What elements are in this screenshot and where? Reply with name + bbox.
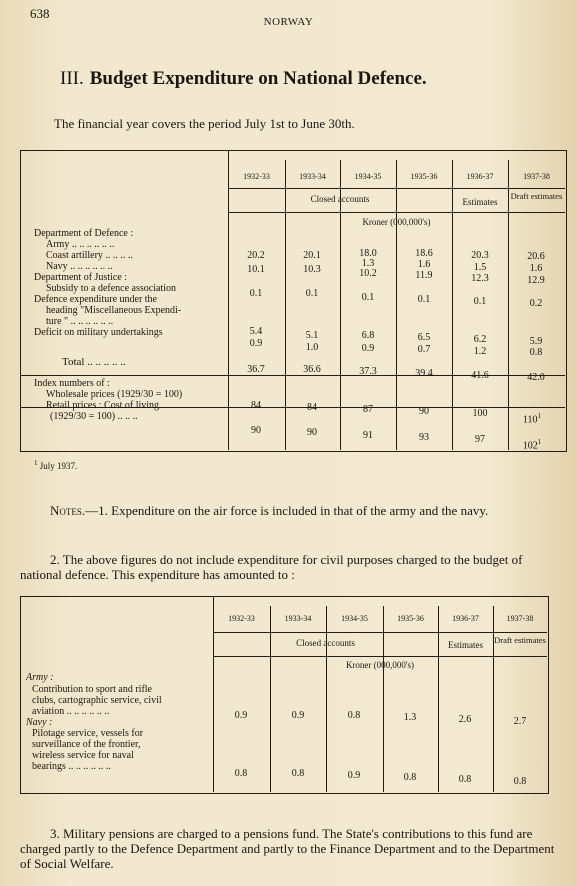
- t1-label-total: Total .. .. .. .. ..: [62, 356, 126, 368]
- t1-c2-subsidy: 0.1: [305, 288, 319, 299]
- t1-c3-misc: 6.8: [361, 330, 375, 341]
- t1-c4-total: 39.4: [415, 368, 433, 379]
- t2-c5-army: 2.6: [458, 714, 472, 725]
- t1-label-army: Army .. .. .. .. .. ..: [46, 239, 115, 250]
- t1-c6-army: 20.6: [527, 251, 545, 262]
- t1-c2-deficit: 1.0: [305, 342, 319, 353]
- t2-draft-estimates: Draft estimates: [494, 635, 546, 645]
- t2-year-6: 1937-38: [506, 614, 534, 623]
- t2-c1-navy: 0.8: [234, 768, 248, 779]
- t1-c5-coast: 1.5: [473, 262, 487, 273]
- t1-c1-retail: 90: [251, 425, 261, 436]
- t1-c6-deficit: 0.8: [529, 347, 543, 358]
- t1-c5-deficit: 1.2: [473, 346, 487, 357]
- t1-c1-subsidy: 0.1: [249, 288, 263, 299]
- note-2: 2. The above figures do not include expenditure for civil purposes charged to the budget of national defence. This expenditure has amounted to :: [20, 552, 523, 582]
- t1-year-3: 1934-35: [354, 172, 382, 181]
- t2-c6-army: 2.7: [513, 716, 527, 727]
- t2-closed-accounts: Closed accounts: [296, 638, 355, 648]
- t1-c2-retail: 90: [307, 427, 317, 438]
- t1-c2-navy: 10.3: [303, 264, 321, 275]
- t2-estimates: Estimates: [448, 640, 483, 650]
- table1-footnote: $^1$ July 1937.: [34, 459, 78, 471]
- t1-label-retail-1: Retail prices : Cost of living: [46, 400, 160, 411]
- t2-year-1: 1932-33: [228, 614, 255, 623]
- t1-closed-accounts: Closed accounts: [310, 194, 370, 204]
- t2-label-navy-1: Pilotage service, vessels for: [32, 728, 144, 739]
- t1-c4-army: 18.6: [415, 248, 433, 259]
- t2-c2-navy: 0.8: [291, 768, 305, 779]
- t1-year-6: 1937-38: [523, 172, 550, 181]
- t1-c6-subsidy: 0.2: [529, 298, 543, 309]
- t1-label-subsidy: Subsidy to a defence association: [46, 283, 176, 294]
- t1-c5-retail: 97: [475, 434, 485, 445]
- t1-c1-navy: 10.1: [247, 264, 265, 275]
- t2-year-4: 1935-36: [397, 614, 424, 623]
- t2-c2-army: 0.9: [291, 710, 305, 721]
- t1-c6-retail: $102^1$: [522, 438, 542, 452]
- t1-c5-misc: 6.2: [473, 334, 487, 345]
- t2-label-navy-4: bearings .. .. .. .. .. ..: [32, 761, 111, 772]
- t2-label-navy-2: surveillance of the frontier,: [32, 739, 141, 750]
- t2-c6-navy: 0.8: [513, 776, 527, 787]
- t1-year-5: 1936-37: [466, 172, 494, 181]
- t2-label-navy-3: wireless service for naval: [32, 750, 134, 761]
- running-head: NORWAY: [263, 16, 314, 28]
- t1-c4-navy: 11.9: [415, 270, 433, 281]
- t1-c6-navy: 12.9: [527, 275, 545, 286]
- t1-c6-coast: 1.6: [529, 263, 543, 274]
- t1-label-navy: Navy .. .. .. .. .. ..: [46, 261, 113, 272]
- t2-label-army-2: clubs, cartographic service, civil: [32, 695, 162, 706]
- t1-c5-army: 20.3: [471, 250, 489, 261]
- t1-c3-deficit: 0.9: [361, 343, 375, 354]
- t1-c2-army: 20.1: [303, 250, 321, 261]
- t1-c1-misc: 5.4: [249, 326, 263, 337]
- t1-c2-misc: 5.1: [305, 330, 319, 341]
- t1-c2-total: 36.6: [303, 364, 321, 375]
- t2-label-army-1: Contribution to sport and rifle: [32, 684, 152, 695]
- t1-c4-deficit: 0.7: [417, 344, 431, 355]
- t1-c6-misc: 5.9: [529, 336, 543, 347]
- t2-c4-navy: 0.8: [403, 772, 417, 783]
- t2-year-3: 1934-35: [341, 614, 368, 623]
- t2-c4-army: 1.3: [403, 712, 417, 723]
- t2-c3-navy: 0.9: [347, 770, 361, 781]
- t1-c4-misc: 6.5: [417, 332, 431, 343]
- t1-c5-subsidy: 0.1: [473, 296, 487, 307]
- t1-c5-navy: 12.3: [471, 273, 489, 284]
- fiscal-year-note: The financial year covers the period July 1st to June 30th.: [54, 116, 355, 131]
- t1-c6-wholesale: $110^1$: [522, 412, 542, 426]
- t2-year-5: 1936-37: [452, 614, 479, 623]
- t1-c3-retail: 91: [363, 430, 373, 441]
- t1-estimates: Estimates: [462, 197, 498, 207]
- page-number: 638: [30, 6, 50, 21]
- t1-c5-wholesale: 100: [472, 408, 488, 419]
- section-title: [60, 68, 427, 90]
- t1-year-1: 1932-33: [243, 172, 270, 181]
- t2-label-army-3: aviation .. .. .. .. .. ..: [32, 706, 110, 717]
- t1-c6-total: 42.0: [527, 372, 545, 383]
- t2-c5-navy: 0.8: [458, 774, 472, 785]
- t2-c3-army: 0.8: [347, 710, 361, 721]
- note-1: Notes.—1. Expenditure on the air force is included in that of the army and the navy.: [50, 503, 489, 518]
- t2-unit: Kroner (000,000's): [345, 660, 415, 670]
- t2-label-army: Army :: [26, 672, 54, 683]
- section-title-text: Budget Expenditure on National Defence.: [89, 68, 427, 89]
- t1-label-coast: Coast artillery .. .. .. ..: [46, 250, 133, 261]
- t1-label-defence-exp-3: ture " .. .. .. .. .. ..: [46, 316, 114, 327]
- t1-label-defence-exp-1: Defence expenditure under the: [34, 294, 157, 305]
- section-number: III.: [60, 68, 84, 89]
- t1-label-retail-2: (1929/30 = 100) .. .. ..: [50, 411, 138, 422]
- t1-year-4: 1935-36: [410, 172, 438, 181]
- t1-c1-wholesale: 84: [251, 400, 261, 411]
- t1-c4-retail: 93: [419, 432, 429, 443]
- t1-year-2: 1933-34: [299, 172, 326, 181]
- t1-label-dept-justice: Department of Justice :: [34, 272, 128, 283]
- t1-c4-subsidy: 0.1: [417, 294, 431, 305]
- t1-label-defence-exp-2: heading "Miscellaneous Expendi-: [46, 305, 182, 316]
- t1-c1-deficit: 0.9: [249, 338, 263, 349]
- t2-c1-army: 0.9: [234, 710, 248, 721]
- t1-c3-subsidy: 0.1: [361, 292, 375, 303]
- t1-label-wholesale: Wholesale prices (1929/30 = 100): [46, 389, 183, 400]
- t1-unit: Kroner (000,000's): [362, 217, 431, 227]
- note-3: 3. Military pensions are charged to a pensions fund. The State's contributions to this fund are charged partly to the Defence Department and partly to the Finance Department and to the Department of Social Welfare.: [20, 826, 555, 871]
- t1-c4-coast: 1.6: [417, 259, 431, 270]
- t1-c1-army: 20.2: [247, 250, 265, 261]
- t1-c2-wholesale: 84: [307, 402, 317, 413]
- t1-c3-wholesale: 87: [363, 404, 373, 415]
- t1-label-deficit: Deficit on military undertakings: [34, 327, 163, 338]
- t1-label-index: Index numbers of :: [34, 378, 110, 389]
- t1-c1-total: 36.7: [247, 364, 265, 375]
- t1-c4-wholesale: 90: [419, 406, 429, 417]
- t1-label-dept-defence: Department of Defence :: [34, 228, 134, 239]
- t1-draft-estimates: Draft estimates: [510, 191, 563, 201]
- t1-c3-army: 18.0: [359, 248, 377, 259]
- t2-label-navy: Navy :: [26, 717, 53, 728]
- t1-c3-coast: 1.3: [361, 258, 375, 269]
- t1-c5-total: 41.6: [471, 370, 489, 381]
- t2-year-2: 1933-34: [284, 614, 312, 623]
- t1-c3-navy: 10.2: [359, 268, 377, 279]
- t1-c3-total: 37.3: [359, 366, 377, 377]
